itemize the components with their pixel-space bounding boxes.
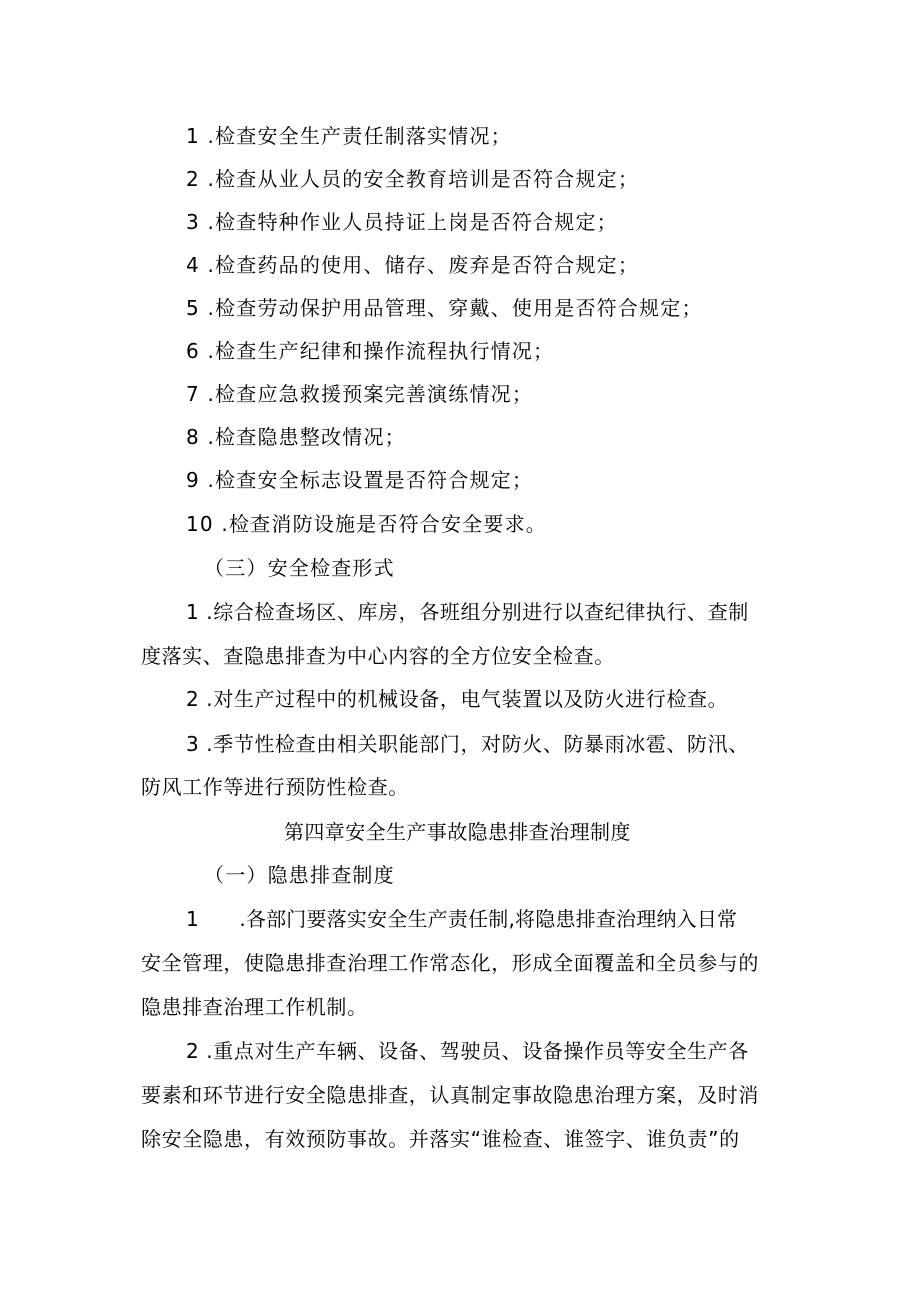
check-item-7: 7 .检查应急救援预案完善演练情况；	[186, 382, 534, 406]
check-item-5: 5 .检查劳动保护用品管理、穿戴、使用是否符合规定；	[186, 296, 703, 320]
hazard-item-1-line-1: 1 .各部门要落实安全生产责任制,将隐患排查治理纳入日常	[186, 907, 738, 931]
form-item-1-line-1: 1 .综合检查场区、库房，各班组分别进行以查纪律执行、查制	[186, 600, 749, 624]
check-item-10: 10 .检查消防设施是否符合安全要求。	[186, 512, 547, 536]
check-item-9: 9 .检查安全标志设置是否符合规定；	[186, 468, 534, 492]
hazard-item-1-line-3: 隐患排查治理工作机制。	[141, 995, 368, 1019]
check-item-6: 6 .检查生产纪律和操作流程执行情况；	[186, 339, 555, 363]
check-item-8: 8 .检查隐患整改情况；	[186, 425, 406, 449]
hazard-item-2-line-1: 2 .重点对生产车辆、设备、驾驶员、设备操作员等安全生产各	[186, 1039, 749, 1063]
hazard-item-2-line-3: 除安全隐患，有效预防事故。并落实“谁检查、谁签字、谁负责”的	[141, 1127, 740, 1151]
form-item-1-line-2: 度落实、查隐患排查为中心内容的全方位安全检查。	[141, 644, 615, 668]
section-heading-inspection-forms: （三）安全检查形式	[204, 556, 395, 580]
check-item-4: 4 .检查药品的使用、储存、废弃是否符合规定；	[186, 253, 640, 277]
check-item-1: 1 .检查安全生产责任制落实情况；	[186, 124, 512, 148]
hazard-item-1-line-2: 安全管理，使隐患排查治理工作常态化，形成全面覆盖和全员参与的	[141, 951, 759, 975]
hazard-item-2-line-2: 要素和环节进行安全隐患排查，认真制定事故隐患治理方案，及时消	[141, 1083, 759, 1107]
check-item-3: 3 .检查特种作业人员持证上岗是否符合规定；	[186, 210, 618, 234]
form-item-2: 2 .对生产过程中的机械设备，电气装置以及防火进行检查。	[186, 687, 729, 711]
chapter-title: 第四章安全生产事故隐患排查治理制度	[284, 820, 631, 844]
section-heading-hazard-screening: （一）隐患排查制度	[204, 863, 395, 887]
form-item-3-line-1: 3 .季节性检查由相关职能部门，对防火、防暴雨冰雹、防汛、	[186, 732, 749, 756]
check-item-2: 2 .检查从业人员的安全教育培训是否符合规定；	[186, 167, 640, 191]
form-item-3-line-2: 防风工作等进行预防性检查。	[141, 775, 409, 799]
